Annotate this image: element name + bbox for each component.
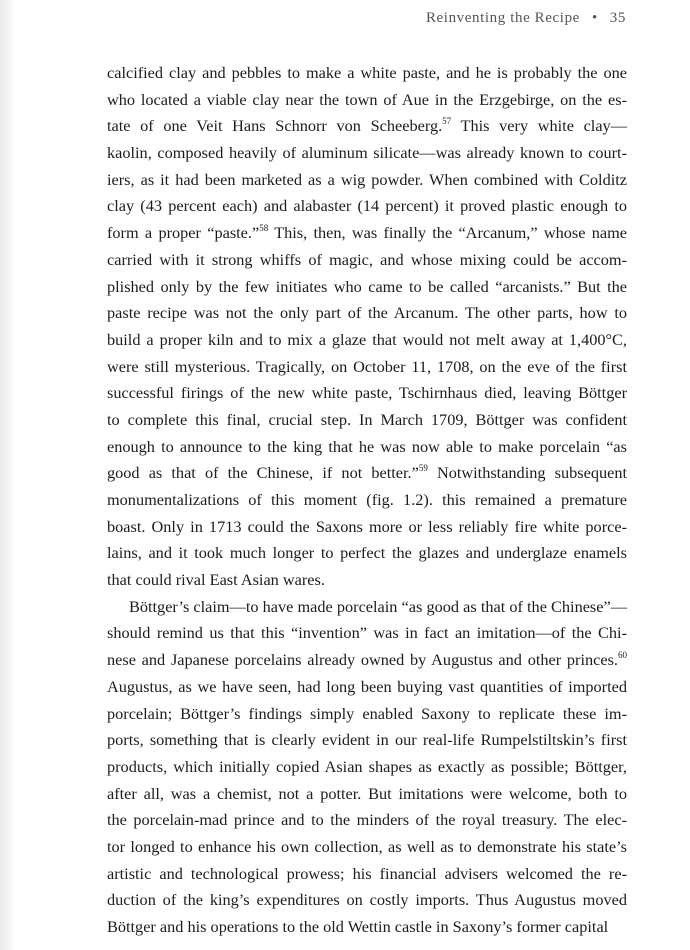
text-run: tor longed to enhance his own collection, as well as to demonstrate his state’s [107, 836, 627, 856]
body-text [107, 60, 627, 941]
text-run: Augustus, as we have seen, had long been buying vast quantities of imported [107, 676, 627, 696]
text-line [107, 887, 627, 914]
text-line [107, 60, 627, 87]
text-run: who located a viable clay near the town of Aue in the Erzgebirge, on the es- [107, 89, 627, 109]
text-line [107, 140, 627, 167]
text-run: boast. Only in 1713 could the Saxons more or less reliably fire white porce- [107, 516, 627, 536]
text-line [107, 781, 627, 808]
text-line [107, 727, 627, 754]
text-run: plished only by the few initiates who came to be called “arcanists.” But the [107, 276, 627, 296]
text-run: form a proper “paste.” [107, 223, 260, 243]
paragraph [107, 594, 627, 941]
footnote-marker: 58 [259, 223, 269, 234]
running-head [426, 10, 626, 27]
text-line [107, 567, 627, 594]
page-number: 35 [609, 10, 626, 26]
text-run: kaolin, composed heavily of aluminum silicate—was already known to court- [107, 143, 627, 163]
text-line [107, 354, 627, 381]
text-run: products, which initially copied Asian shapes as exactly as possible; Böttger, [107, 756, 627, 776]
text-run: that could rival East Asian wares. [107, 570, 325, 590]
text-run: carried with it strong whiffs of magic, and whose mixing could be accom- [107, 249, 627, 269]
text-run: iers, as it had been marketed as a wig powder. When combined with Colditz [107, 169, 627, 189]
text-run: lains, and it took much longer to perfect the glazes and underglaze enamels [107, 543, 627, 563]
text-line [107, 754, 627, 781]
text-line [107, 674, 627, 701]
text-run: to complete this final, crucial step. In March 1709, Böttger was confident [107, 409, 627, 429]
text-line [107, 514, 627, 541]
text-run: calcified clay and pebbles to make a white paste, and he is probably the one [107, 63, 627, 82]
text-line [107, 247, 627, 274]
text-run: Böttger’s claim—to have made porcelain “as good as that of the Chinese”— [129, 596, 627, 616]
text-line [107, 434, 627, 461]
text-line [107, 701, 627, 728]
text-line [107, 407, 627, 434]
text-line [107, 540, 627, 567]
text-run: successful firings of the new white paste, Tschirnhaus died, leaving Böttger [107, 383, 627, 403]
text-run: should remind us that this “invention” was in fact an imitation—of the Chi- [107, 623, 627, 643]
text-run: good as that of the Chinese, if not better.” [107, 463, 419, 483]
text-line [107, 380, 627, 407]
text-line [107, 620, 627, 647]
text-run: Böttger and his operations to the old Wettin castle in Saxony’s former capital [107, 917, 609, 936]
text-line [107, 300, 627, 327]
text-line [107, 647, 627, 674]
text-run: after all, was a chemist, not a potter. But imitations were welcome, both to [107, 783, 627, 803]
text-run: This, then, was finally the “Arcanum,” whose name [268, 223, 627, 243]
footnote-marker: 57 [442, 116, 452, 127]
running-title: Reinventing the Recipe [425, 10, 580, 26]
text-line [107, 834, 627, 861]
text-run: clay (43 percent each) and alabaster (14 percent) it proved plastic enough to [107, 196, 627, 216]
text-run: enough to announce to the king that he was now able to make porcelain “as [107, 436, 627, 456]
text-line [107, 460, 627, 487]
text-run: paste recipe was not the only part of the Arcanum. The other parts, how to [107, 303, 627, 323]
text-run: This very white clay— [451, 116, 627, 136]
text-run: ports, something that is clearly evident in our real-life Rumpelstiltskin’s first [107, 730, 627, 750]
text-line [107, 193, 627, 220]
text-line [107, 914, 627, 941]
text-line [107, 87, 627, 114]
footnote-marker: 59 [418, 463, 428, 474]
text-line [107, 327, 627, 354]
text-line [107, 220, 627, 247]
text-run: the porcelain-mad prince and to the minders of the royal treasury. The elec- [107, 810, 627, 830]
text-run: were still mysterious. Tragically, on October 11, 1708, on the eve of the first [107, 356, 627, 376]
text-line [107, 167, 627, 194]
text-run: tate of one Veit Hans Schnorr von Scheeberg. [107, 116, 443, 136]
text-run: Notwithstanding subsequent [427, 463, 627, 483]
text-run: artistic and technological prowess; his financial advisers welcomed the re- [107, 863, 627, 883]
text-line [107, 274, 627, 301]
text-run: nese and Japanese porcelains already owned by Augustus and other princes. [107, 650, 618, 670]
text-run: monumentalizations of this moment (fig. 1.2). this remained a premature [107, 490, 627, 509]
text-line [107, 861, 627, 888]
text-line [107, 594, 627, 621]
text-run: porcelain; Böttger’s findings simply enabled Saxony to replicate these im- [107, 703, 627, 723]
footnote-marker: 60 [618, 650, 627, 661]
paragraph [107, 60, 627, 594]
text-line [107, 487, 627, 514]
text-run: duction of the king’s expenditures on costly imports. Thus Augustus moved [107, 890, 627, 910]
text-run: build a proper kiln and to mix a glaze that would not melt away at 1,400°C, [107, 329, 627, 349]
text-line [107, 807, 627, 834]
text-line [107, 113, 627, 140]
page-gutter-shadow [0, 0, 16, 950]
header-separator: • [591, 10, 598, 26]
